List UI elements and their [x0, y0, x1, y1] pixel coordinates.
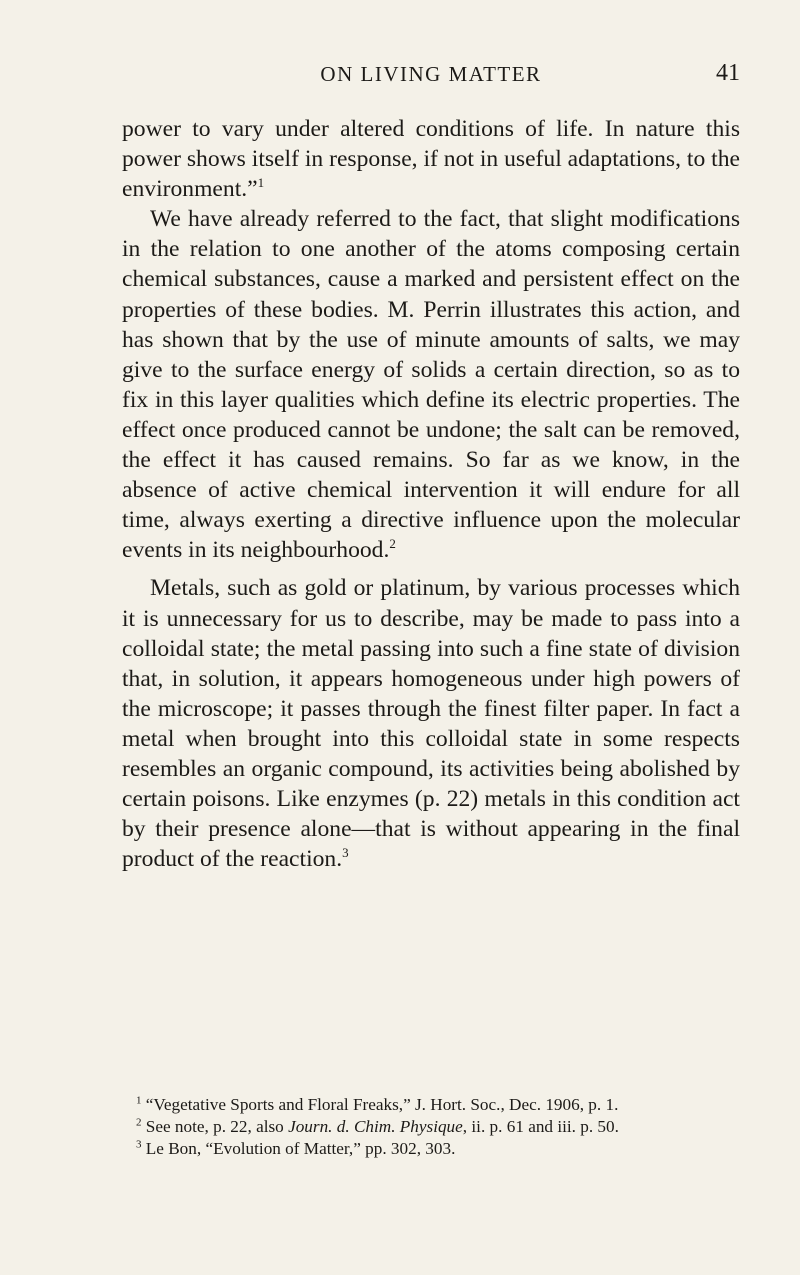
paragraph-3-text: Metals, such as gold or platinum, by various processes which it is unnecessary for us to describe, may be made to pass into a colloidal state; the metal passing into such a fine state of division that, in solution, it appears homogeneous under high powers of the microscope; it passes through the finest filter paper. In fact a metal when brought into this colloidal state in some respects resembles an organic compound, its activities being abolished by certain poisons. Like enzymes (p. 22) metals in this condition act by their presence alone—that is without appearing in the final product of the reaction. [122, 575, 740, 873]
running-title: ON LIVING MATTER [320, 62, 542, 86]
paragraph-2 [122, 204, 740, 565]
footnote-3-number: 3 [136, 1138, 142, 1151]
footnotes [122, 1094, 740, 1160]
paragraph-3 [122, 573, 740, 874]
footnote-1-text: “Vegetative Sports and Floral Freaks,” J. Hort. Soc., Dec. 1906, p. 1. [145, 1095, 619, 1114]
footnote-2-journal: Journ. d. Chim. Physique [288, 1117, 463, 1136]
footnote-ref-3: 3 [342, 845, 349, 861]
paragraph-1-text: power to vary under altered conditions of life. In nature this power shows itself in response, if not in useful adaptations, to the environment.” [122, 116, 740, 203]
paragraph-2-text: We have already referred to the fact, that slight modifications in the relation to one another of the atoms composing certain chemical substances, cause a marked and persistent effect on the properties of these bodies. M. Perrin illustrates this action, and has shown that by the use of minute amounts of salts, we may give to the surface energy of solids a certain direction, so as to fix in this layer qualities which define its electric properties. The effect once produced cannot be undone; the salt can be removed, the effect it has caused remains. So far as we know, in the absence of active chemical intervention it will endure for all time, always exerting a directive influence upon the molecular events in its neighbourhood. [122, 206, 740, 564]
footnote-2-number: 2 [136, 1116, 142, 1129]
footnote-2 [122, 1116, 740, 1138]
footnote-2-text-pre: See note, p. 22, also [145, 1117, 289, 1136]
footnote-ref-2: 2 [389, 536, 396, 552]
footnote-3-text: Le Bon, “Evolution of Matter,” pp. 302, 303. [145, 1139, 456, 1158]
body-text [122, 114, 740, 874]
page-number: 41 [716, 60, 740, 86]
footnote-3 [122, 1138, 740, 1160]
footnote-2-text-post: , ii. p. 61 and iii. p. 50. [462, 1117, 619, 1136]
paragraph-1 [122, 114, 740, 204]
footnote-1 [122, 1094, 740, 1116]
footnote-ref-1: 1 [257, 175, 265, 191]
footnote-1-number: 1 [136, 1094, 142, 1107]
running-header [122, 62, 740, 92]
